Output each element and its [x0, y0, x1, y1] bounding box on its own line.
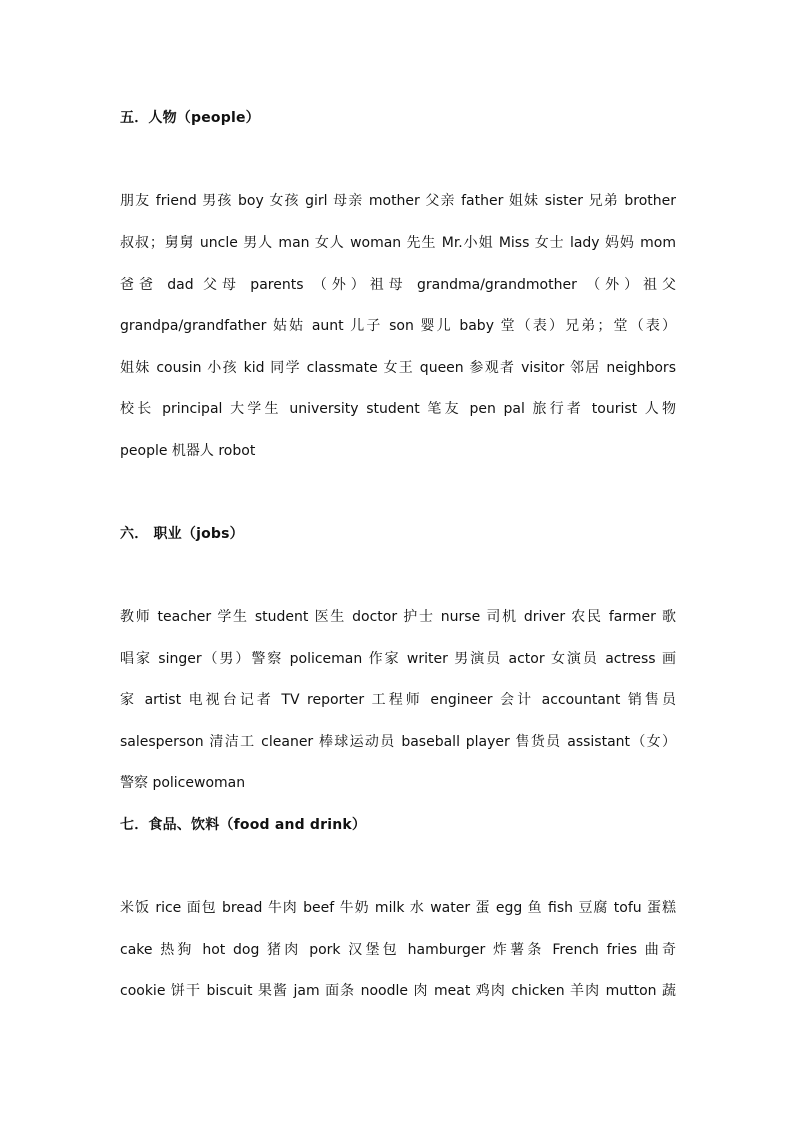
- text-line: 朋友 friend 男孩 boy 女孩 girl 母亲 mother 父亲 father 姐妹 sister 兄弟 brother: [120, 193, 676, 209]
- text-line: 教师 teacher 学生 student 医生 doctor 护士 nurse 司机 driver 农民 farmer 歌: [120, 609, 676, 625]
- text-line: people 机器人 robot: [120, 443, 256, 459]
- text-line: 校长 principal 大学生 university student 笔友 pen pal 旅行者 tourist 人物: [120, 401, 676, 417]
- text-line: 米饭 rice 面包 bread 牛肉 beef 牛奶 milk 水 water 蛋 egg 鱼 fish 豆腐 tofu 蛋糕: [120, 900, 676, 916]
- text-line: 唱家 singer（男）警察 policeman 作家 writer 男演员 actor 女演员 actress 画: [120, 651, 676, 667]
- text-line: grandpa/grandfather 姑姑 aunt 儿子 son 婴儿 baby 堂（表）兄弟；堂（表）: [120, 318, 676, 334]
- section-heading-food-and-drink: 七．食品、饮料（food and drink）: [120, 817, 367, 833]
- text-line: 叔叔；舅舅 uncle 男人 man 女人 woman 先生 Mr.小姐 Miss 女士 lady 妈妈 mom: [120, 235, 676, 251]
- text-line: 姐妹 cousin 小孩 kid 同学 classmate 女王 queen 参观者 visitor 邻居 neighbors: [120, 360, 676, 376]
- section-heading-jobs: 六． 职业（jobs）: [120, 526, 244, 542]
- text-line: cookie 饼干 biscuit 果酱 jam 面条 noodle 肉 meat 鸡肉 chicken 羊肉 mutton 蔬: [120, 983, 676, 999]
- text-line: salesperson 清洁工 cleaner 棒球运动员 baseball player 售货员 assistant（女）: [120, 734, 676, 750]
- text-line: cake 热狗 hot dog 猪肉 pork 汉堡包 hamburger 炸薯条 French fries 曲奇: [120, 942, 676, 958]
- text-line: 家 artist 电视台记者 TV reporter 工程师 engineer 会计 accountant 销售员: [120, 692, 676, 708]
- section-heading-people: 五．人物（people）: [120, 110, 260, 126]
- text-line: 警察 policewoman: [120, 775, 246, 791]
- text-line: 爸爸 dad 父母 parents （外）祖母 grandma/grandmother （外）祖父: [120, 277, 676, 293]
